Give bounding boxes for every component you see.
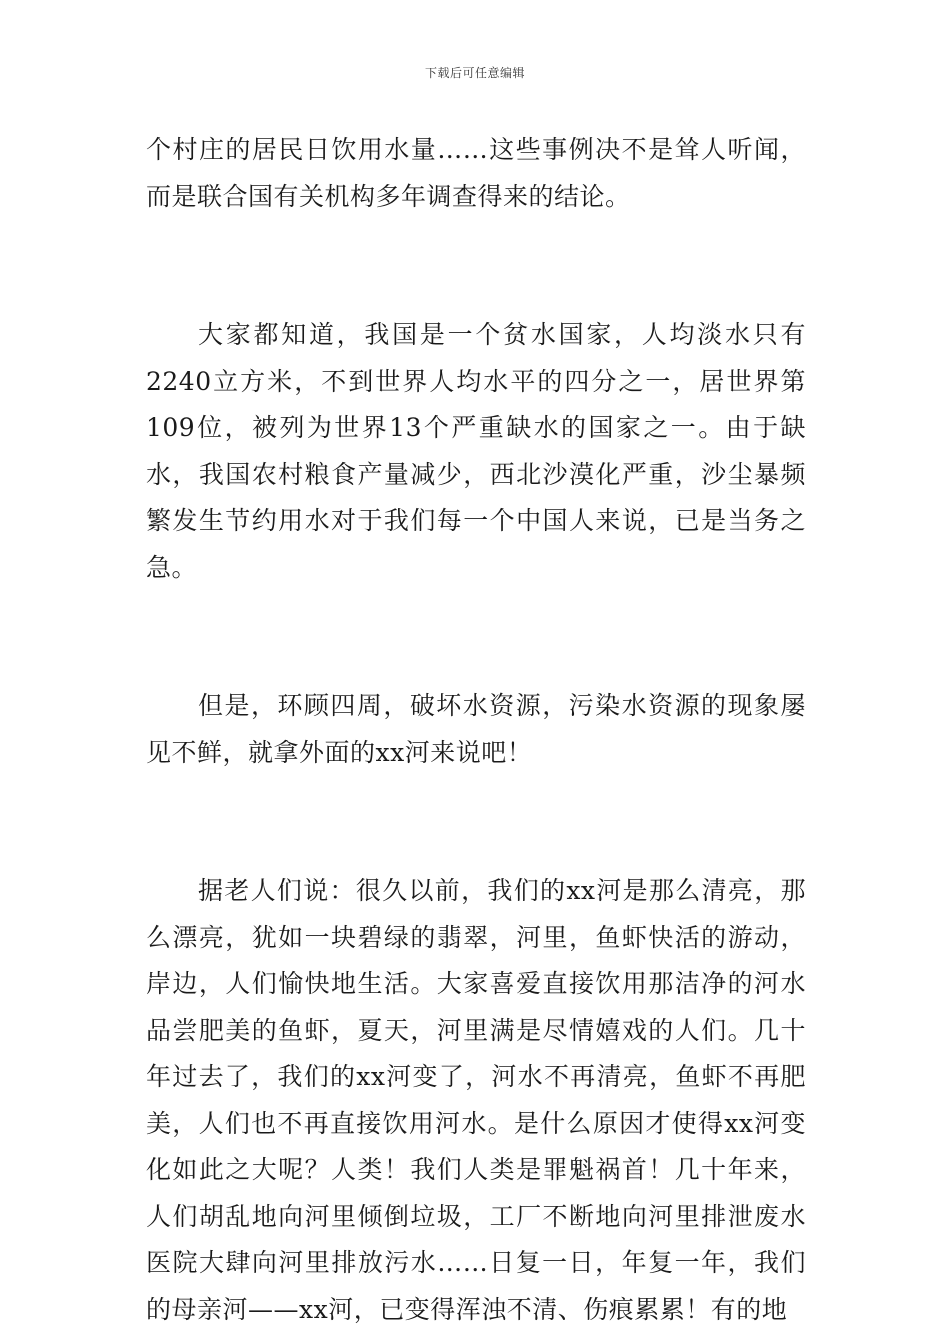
paragraph-2: 大家都知道，我国是一个贫水国家，人均淡水只有2240立方米，不到世界人均水平的四分之一，居世界第109位，被列为世界13个严重缺水的国家之一。由于缺水，我国农村粮食产量减少，西北沙漠化严重，沙尘暴频繁发生节约用水对于我们每一个中国人来说，已是当务之急。 bbox=[146, 320, 806, 582]
paragraph-gap bbox=[146, 220, 806, 312]
paragraph-1: 个村庄的居民日饮用水量……这些事例决不是耸人听闻，而是联合国有关机构多年调查得来的结论。 bbox=[146, 135, 806, 211]
paragraph-3: 但是，环顾四周，破坏水资源，污染水资源的现象屡见不鲜，就拿外面的xx河来说吧！ bbox=[146, 691, 806, 767]
paragraph-gap bbox=[146, 591, 806, 683]
paragraph-gap bbox=[146, 776, 806, 868]
page-header: 下载后可任意编辑 bbox=[424, 66, 525, 80]
document-body bbox=[146, 127, 806, 1333]
paragraph-4: 据老人们说：很久以前，我们的xx河是那么清亮，那么漂亮，犹如一块碧绿的翡翠，河里，鱼虾快活的游动，岸边，人们愉快地生活。大家喜爱直接饮用那洁净的河水品尝肥美的鱼虾，夏天，河里满是尽情嬉戏的人们。几十年过去了，我们的xx河变了，河水不再清亮，鱼虾不再肥美，人们也不再直接饮用河水。是什么原因才使得xx河变化如此之大呢？人类！我们人类是罪魁祸首！几十年来，人们胡乱地向河里倾倒垃圾，工厂不断地向河里排泄废水医院大肆向河里排放污水……日复一日，年复一年，我们的母亲河——xx河，已变得浑浊不清、伤痕累累！有的地 bbox=[146, 876, 806, 1324]
